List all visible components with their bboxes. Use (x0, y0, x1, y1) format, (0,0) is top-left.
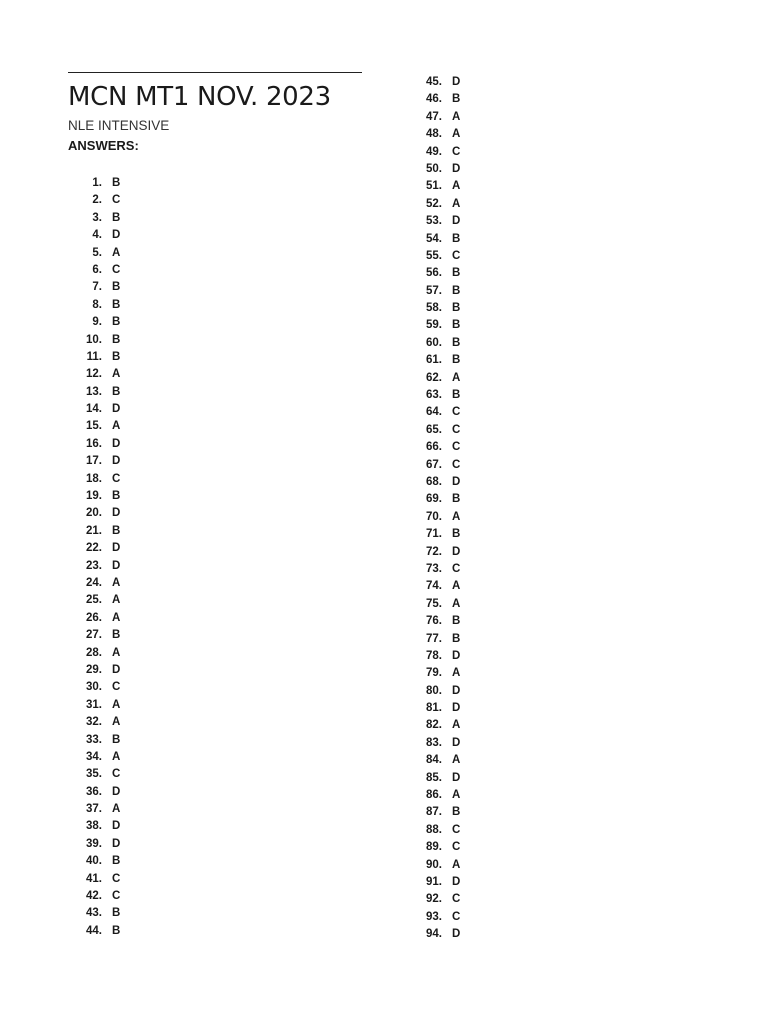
answer-letter: A (452, 754, 461, 767)
answer-number: 87. (426, 806, 442, 819)
answer-item (68, 575, 148, 592)
answer-number: 12. (86, 368, 102, 381)
answer-letter: B (452, 615, 461, 628)
answer-number: 68. (426, 475, 442, 488)
answer-item (408, 213, 488, 230)
answer-number: 70. (426, 510, 442, 523)
answer-letter: C (452, 249, 461, 262)
answer-item (68, 297, 148, 314)
answer-number: 74. (426, 580, 442, 593)
answer-number: 41. (86, 872, 102, 885)
answer-letter: A (452, 128, 461, 141)
answer-item (408, 109, 488, 126)
answer-number: 88. (426, 823, 442, 836)
answer-number: 60. (426, 336, 442, 349)
answer-item (408, 74, 488, 91)
answer-number: 33. (86, 733, 102, 746)
answer-number: 10. (86, 333, 102, 346)
answer-item (68, 610, 148, 627)
answer-letter: C (112, 890, 121, 903)
answer-number: 61. (426, 354, 442, 367)
answer-letter: B (452, 354, 461, 367)
answer-number: 3. (92, 211, 102, 224)
answer-number: 24. (86, 576, 102, 589)
answer-number: 11. (86, 350, 102, 363)
answer-item (68, 836, 148, 853)
answer-item (408, 370, 488, 387)
answer-letter: A (112, 368, 121, 381)
answer-letter: C (452, 893, 461, 906)
answer-item (408, 665, 488, 682)
answer-number: 81. (426, 702, 442, 715)
answer-item (408, 631, 488, 648)
answer-letter: D (452, 475, 461, 488)
answer-item (68, 801, 148, 818)
answer-item (408, 457, 488, 474)
answer-letter: B (112, 281, 121, 294)
answer-item (408, 926, 488, 943)
answer-number: 64. (426, 406, 442, 419)
answer-letter: B (112, 350, 121, 363)
answer-letter: B (452, 232, 461, 245)
answer-list-right (408, 74, 488, 944)
answer-letter: A (112, 576, 121, 589)
answer-letter: D (112, 437, 121, 450)
answer-number: 63. (426, 389, 442, 402)
answer-letter: C (452, 910, 461, 923)
answer-letter: D (452, 684, 461, 697)
answer-letter: D (452, 162, 461, 175)
answer-number: 86. (426, 789, 442, 802)
answer-number: 40. (86, 855, 102, 868)
answer-number: 77. (426, 632, 442, 645)
answer-item (68, 384, 148, 401)
answer-item (68, 714, 148, 731)
answer-list-left (68, 175, 148, 940)
answer-letter: A (112, 698, 121, 711)
answer-item (408, 891, 488, 908)
answer-number: 27. (86, 629, 102, 642)
answer-number: 50. (426, 162, 442, 175)
answer-letter: A (112, 750, 121, 763)
answer-number: 44. (86, 924, 102, 937)
answer-letter: A (112, 611, 121, 624)
answer-item (408, 300, 488, 317)
answer-item (408, 613, 488, 630)
answer-number: 73. (426, 562, 442, 575)
answer-letter: C (112, 681, 121, 694)
answer-item (68, 871, 148, 888)
answer-item (408, 387, 488, 404)
answer-number: 56. (426, 267, 442, 280)
answer-item (408, 491, 488, 508)
answer-item (408, 596, 488, 613)
answer-letter: D (112, 663, 121, 676)
answer-item (408, 161, 488, 178)
answer-number: 1. (92, 177, 102, 189)
answer-letter: C (452, 441, 461, 454)
answer-letter: A (452, 789, 461, 802)
answer-number: 92. (426, 893, 442, 906)
answer-letter: B (452, 302, 461, 315)
answer-item (408, 648, 488, 665)
answer-letter: A (112, 594, 121, 607)
answer-number: 84. (426, 754, 442, 767)
answer-number: 32. (86, 716, 102, 729)
answer-letter: C (112, 194, 121, 207)
answer-letter: D (112, 837, 121, 850)
answer-letter: B (112, 524, 121, 537)
answer-letter: B (112, 490, 121, 503)
answer-letter: B (452, 93, 461, 106)
answer-item (408, 196, 488, 213)
answer-letter: B (452, 336, 461, 349)
answer-letter: C (452, 423, 461, 436)
answer-number: 47. (426, 110, 442, 123)
answer-number: 72. (426, 545, 442, 558)
answer-number: 8. (92, 298, 102, 311)
answer-number: 5. (92, 246, 102, 259)
answer-letter: A (452, 597, 461, 610)
answer-item (68, 540, 148, 557)
answer-item (68, 645, 148, 662)
answer-item (68, 784, 148, 801)
answer-letter: B (452, 389, 461, 402)
answer-item (68, 314, 148, 331)
answer-letter: B (112, 211, 121, 224)
answer-letter: C (452, 458, 461, 471)
answer-item (68, 749, 148, 766)
answer-number: 37. (86, 803, 102, 816)
answer-item (408, 822, 488, 839)
answer-letter: B (112, 733, 121, 746)
answer-item (408, 683, 488, 700)
answer-number: 13. (86, 385, 102, 398)
answer-letter: C (112, 263, 121, 276)
answer-item (408, 526, 488, 543)
answer-item (68, 245, 148, 262)
answer-letter: C (452, 841, 461, 854)
answer-item (408, 752, 488, 769)
answer-number: 57. (426, 284, 442, 297)
answer-item (408, 578, 488, 595)
answer-letter: A (452, 719, 461, 732)
answer-item (408, 787, 488, 804)
answer-letter: D (112, 507, 121, 520)
answer-letter: A (112, 803, 121, 816)
answer-letter: D (452, 215, 461, 228)
answer-item (68, 279, 148, 296)
answer-letter: D (452, 771, 461, 784)
answer-item (68, 697, 148, 714)
answer-number: 80. (426, 684, 442, 697)
answer-letter: C (112, 768, 121, 781)
answer-item (68, 853, 148, 870)
answer-number: 83. (426, 736, 442, 749)
answer-number: 48. (426, 128, 442, 141)
answer-item (408, 439, 488, 456)
answer-letter: D (452, 702, 461, 715)
answer-number: 38. (86, 820, 102, 833)
answer-number: 19. (86, 490, 102, 503)
answer-number: 54. (426, 232, 442, 245)
answer-item (68, 471, 148, 488)
answer-number: 67. (426, 458, 442, 471)
answer-item (408, 474, 488, 491)
answer-item (68, 662, 148, 679)
answer-item (68, 262, 148, 279)
answer-item (408, 509, 488, 526)
answer-number: 51. (426, 180, 442, 193)
answer-number: 46. (426, 93, 442, 106)
answer-letter: C (452, 145, 461, 158)
answer-number: 22. (86, 542, 102, 555)
answer-letter: D (452, 76, 461, 88)
answer-number: 53. (426, 215, 442, 228)
answer-letter: A (112, 716, 121, 729)
answer-letter: B (452, 284, 461, 297)
answer-letter: B (112, 298, 121, 311)
answer-item (68, 175, 148, 192)
answer-letter: A (452, 580, 461, 593)
answer-number: 45. (426, 76, 442, 88)
answers-heading: ANSWERS: (68, 138, 139, 153)
answer-letter: D (112, 785, 121, 798)
answer-letter: D (112, 229, 121, 242)
answer-letter: B (112, 177, 121, 189)
page-title: MCN MT1 NOV. 2023 (68, 82, 331, 112)
answer-letter: A (452, 858, 461, 871)
answer-letter: A (112, 646, 121, 659)
answer-item (408, 839, 488, 856)
answer-item (408, 717, 488, 734)
answer-item (68, 349, 148, 366)
answer-number: 89. (426, 841, 442, 854)
answer-letter: B (452, 493, 461, 506)
answer-item (408, 335, 488, 352)
answer-number: 58. (426, 302, 442, 315)
answer-letter: B (112, 333, 121, 346)
answer-number: 4. (92, 229, 102, 242)
answer-item (68, 210, 148, 227)
answer-item (408, 857, 488, 874)
answer-item (408, 283, 488, 300)
answer-letter: A (452, 110, 461, 123)
answer-number: 90. (426, 858, 442, 871)
answer-item (408, 804, 488, 821)
answer-letter: D (112, 559, 121, 572)
answer-item (408, 735, 488, 752)
answer-number: 36. (86, 785, 102, 798)
answer-number: 91. (426, 875, 442, 888)
answer-number: 71. (426, 528, 442, 541)
answer-number: 34. (86, 750, 102, 763)
answer-item (408, 91, 488, 108)
answer-item (408, 126, 488, 143)
answer-number: 28. (86, 646, 102, 659)
answer-number: 55. (426, 249, 442, 262)
answer-item (68, 227, 148, 244)
answer-letter: B (112, 907, 121, 920)
answer-number: 78. (426, 649, 442, 662)
answer-item (408, 700, 488, 717)
answer-letter: B (452, 632, 461, 645)
answer-letter: A (112, 420, 121, 433)
answer-item (68, 366, 148, 383)
answer-letter: B (452, 528, 461, 541)
answer-number: 66. (426, 441, 442, 454)
answer-item (68, 453, 148, 470)
answer-number: 79. (426, 667, 442, 680)
answer-letter: D (452, 545, 461, 558)
answer-number: 69. (426, 493, 442, 506)
answer-number: 65. (426, 423, 442, 436)
page-subtitle: NLE INTENSIVE (68, 118, 170, 133)
answer-number: 43. (86, 907, 102, 920)
answer-letter: D (452, 649, 461, 662)
answer-number: 35. (86, 768, 102, 781)
answer-item (68, 418, 148, 435)
answer-letter: C (112, 872, 121, 885)
answer-number: 31. (86, 698, 102, 711)
answer-item (408, 909, 488, 926)
answer-number: 75. (426, 597, 442, 610)
title-rule (68, 72, 362, 73)
answer-number: 2. (92, 194, 102, 207)
answer-letter: D (452, 928, 461, 941)
answer-letter: B (452, 267, 461, 280)
answer-item (68, 192, 148, 209)
answer-item (68, 732, 148, 749)
answer-item (68, 505, 148, 522)
answer-number: 17. (86, 455, 102, 468)
answer-item (68, 592, 148, 609)
answer-letter: A (452, 667, 461, 680)
answer-letter: B (452, 806, 461, 819)
answer-number: 7. (92, 281, 102, 294)
answer-item (68, 679, 148, 696)
answer-number: 21. (86, 524, 102, 537)
answer-number: 20. (86, 507, 102, 520)
answer-number: 39. (86, 837, 102, 850)
answer-number: 82. (426, 719, 442, 732)
answer-number: 26. (86, 611, 102, 624)
answer-item (408, 231, 488, 248)
answer-item (68, 523, 148, 540)
answer-item (68, 332, 148, 349)
answer-letter: D (112, 542, 121, 555)
answer-item (408, 770, 488, 787)
answer-item (408, 265, 488, 282)
answer-letter: C (452, 406, 461, 419)
answer-item (68, 923, 148, 940)
answer-letter: D (112, 455, 121, 468)
answer-number: 14. (86, 403, 102, 416)
answer-number: 85. (426, 771, 442, 784)
answer-number: 94. (426, 928, 442, 941)
answer-number: 16. (86, 437, 102, 450)
answer-letter: A (452, 510, 461, 523)
answer-item (408, 561, 488, 578)
answer-item (408, 317, 488, 334)
answer-item (68, 436, 148, 453)
answer-item (408, 422, 488, 439)
answer-number: 59. (426, 319, 442, 332)
answer-number: 52. (426, 197, 442, 210)
answer-letter: B (452, 319, 461, 332)
answer-item (68, 766, 148, 783)
answer-letter: A (452, 180, 461, 193)
answer-letter: C (452, 562, 461, 575)
answer-item (408, 144, 488, 161)
answer-item (68, 888, 148, 905)
answer-number: 29. (86, 663, 102, 676)
answer-item (68, 905, 148, 922)
answer-item (408, 352, 488, 369)
answer-item (68, 818, 148, 835)
answer-item (68, 401, 148, 418)
answer-letter: A (452, 371, 461, 384)
answer-letter: C (452, 823, 461, 836)
answer-number: 93. (426, 910, 442, 923)
answer-number: 23. (86, 559, 102, 572)
answer-number: 6. (92, 263, 102, 276)
answer-item (408, 544, 488, 561)
answer-letter: B (112, 629, 121, 642)
answer-letter: D (452, 875, 461, 888)
answer-item (408, 404, 488, 421)
answer-letter: B (112, 924, 121, 937)
answer-item (68, 627, 148, 644)
answer-letter: B (112, 316, 121, 329)
answer-number: 9. (92, 316, 102, 329)
answer-item (408, 248, 488, 265)
answer-letter: B (112, 855, 121, 868)
answer-letter: A (112, 246, 121, 259)
answer-item (408, 178, 488, 195)
answer-letter: B (112, 385, 121, 398)
answer-letter: C (112, 472, 121, 485)
answer-number: 25. (86, 594, 102, 607)
answer-number: 76. (426, 615, 442, 628)
answer-number: 18. (86, 472, 102, 485)
answer-number: 42. (86, 890, 102, 903)
answer-letter: D (112, 403, 121, 416)
answer-number: 30. (86, 681, 102, 694)
answer-item (68, 558, 148, 575)
answer-number: 15. (86, 420, 102, 433)
answer-letter: A (452, 197, 461, 210)
answer-number: 49. (426, 145, 442, 158)
answer-number: 62. (426, 371, 442, 384)
answer-letter: D (452, 736, 461, 749)
answer-letter: D (112, 820, 121, 833)
answer-item (68, 488, 148, 505)
answer-item (408, 874, 488, 891)
